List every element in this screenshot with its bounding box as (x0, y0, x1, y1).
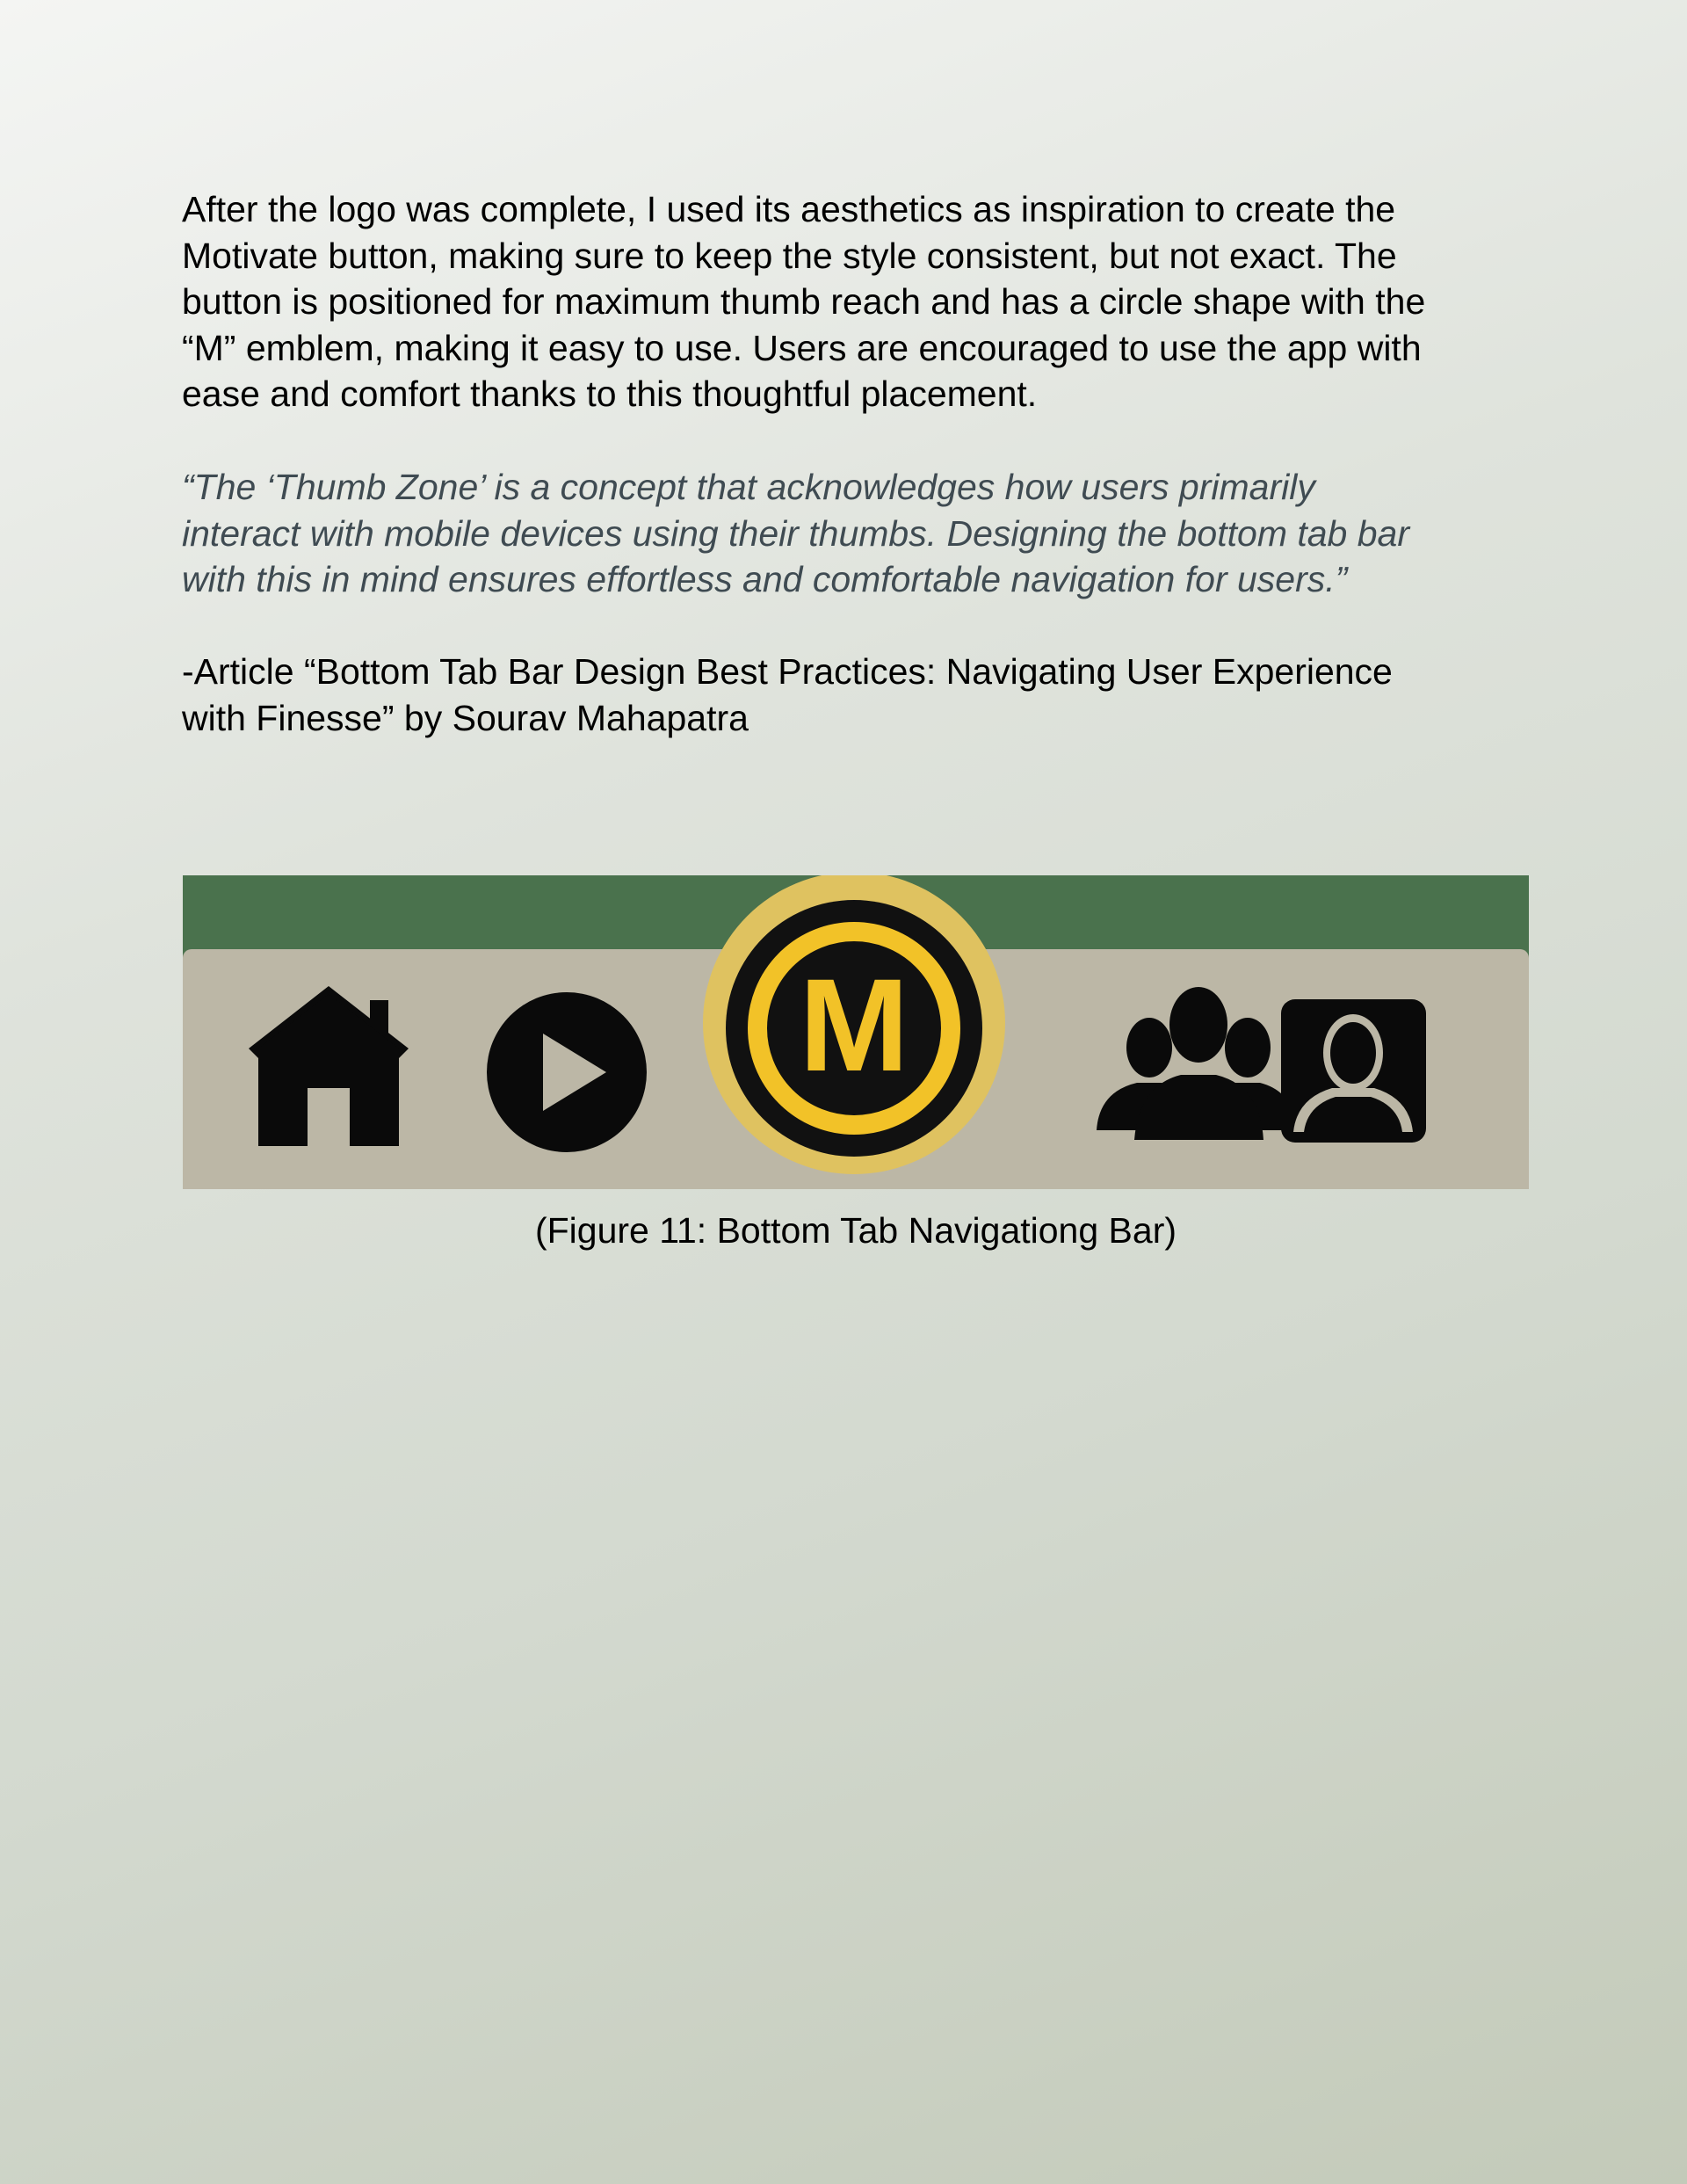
bottom-tab-bar-figure (183, 875, 1529, 1189)
citation-paragraph (182, 649, 1535, 741)
play-icon (487, 992, 647, 1152)
body-line: After the logo was complete, I used its aesthetics as inspiration to create the (182, 189, 1396, 229)
profile-icon (1281, 999, 1426, 1143)
figure-caption: (Figure 11: Bottom Tab Navigationg Bar) (534, 1210, 1177, 1251)
quote-line: “The ‘Thumb Zone’ is a concept that acknowledges how users primarily (182, 467, 1315, 507)
body-line: Motivate button, making sure to keep the style consistent, but not exact. The (182, 235, 1397, 276)
body-line: button is positioned for maximum thumb reach and has a circle shape with the (182, 281, 1426, 322)
tab-play[interactable] (487, 992, 647, 1152)
citation-line: -Article “Bottom Tab Bar Design Best Practices: Navigating User Experience (182, 651, 1393, 692)
citation-line: with Finesse” by Sourav Mahapatra (182, 697, 749, 738)
body-line: “M” emblem, making it easy to use. Users are encouraged to use the app with (182, 327, 1422, 368)
body-line: ease and comfort thanks to this thoughtful placement. (182, 374, 1038, 414)
motivate-m-icon: M (799, 951, 909, 1099)
body-paragraph (182, 186, 1535, 417)
quote-paragraph (182, 464, 1535, 603)
tab-profile[interactable] (1281, 999, 1426, 1143)
bottom-tab-bar-illustration (183, 875, 1529, 1189)
motivate-button[interactable] (703, 875, 1005, 1174)
quote-line: interact with mobile devices using their thumbs. Designing the bottom tab bar (182, 512, 1410, 554)
quote-line: with this in mind ensures effortless and comfortable navigation for users.” (182, 559, 1348, 599)
